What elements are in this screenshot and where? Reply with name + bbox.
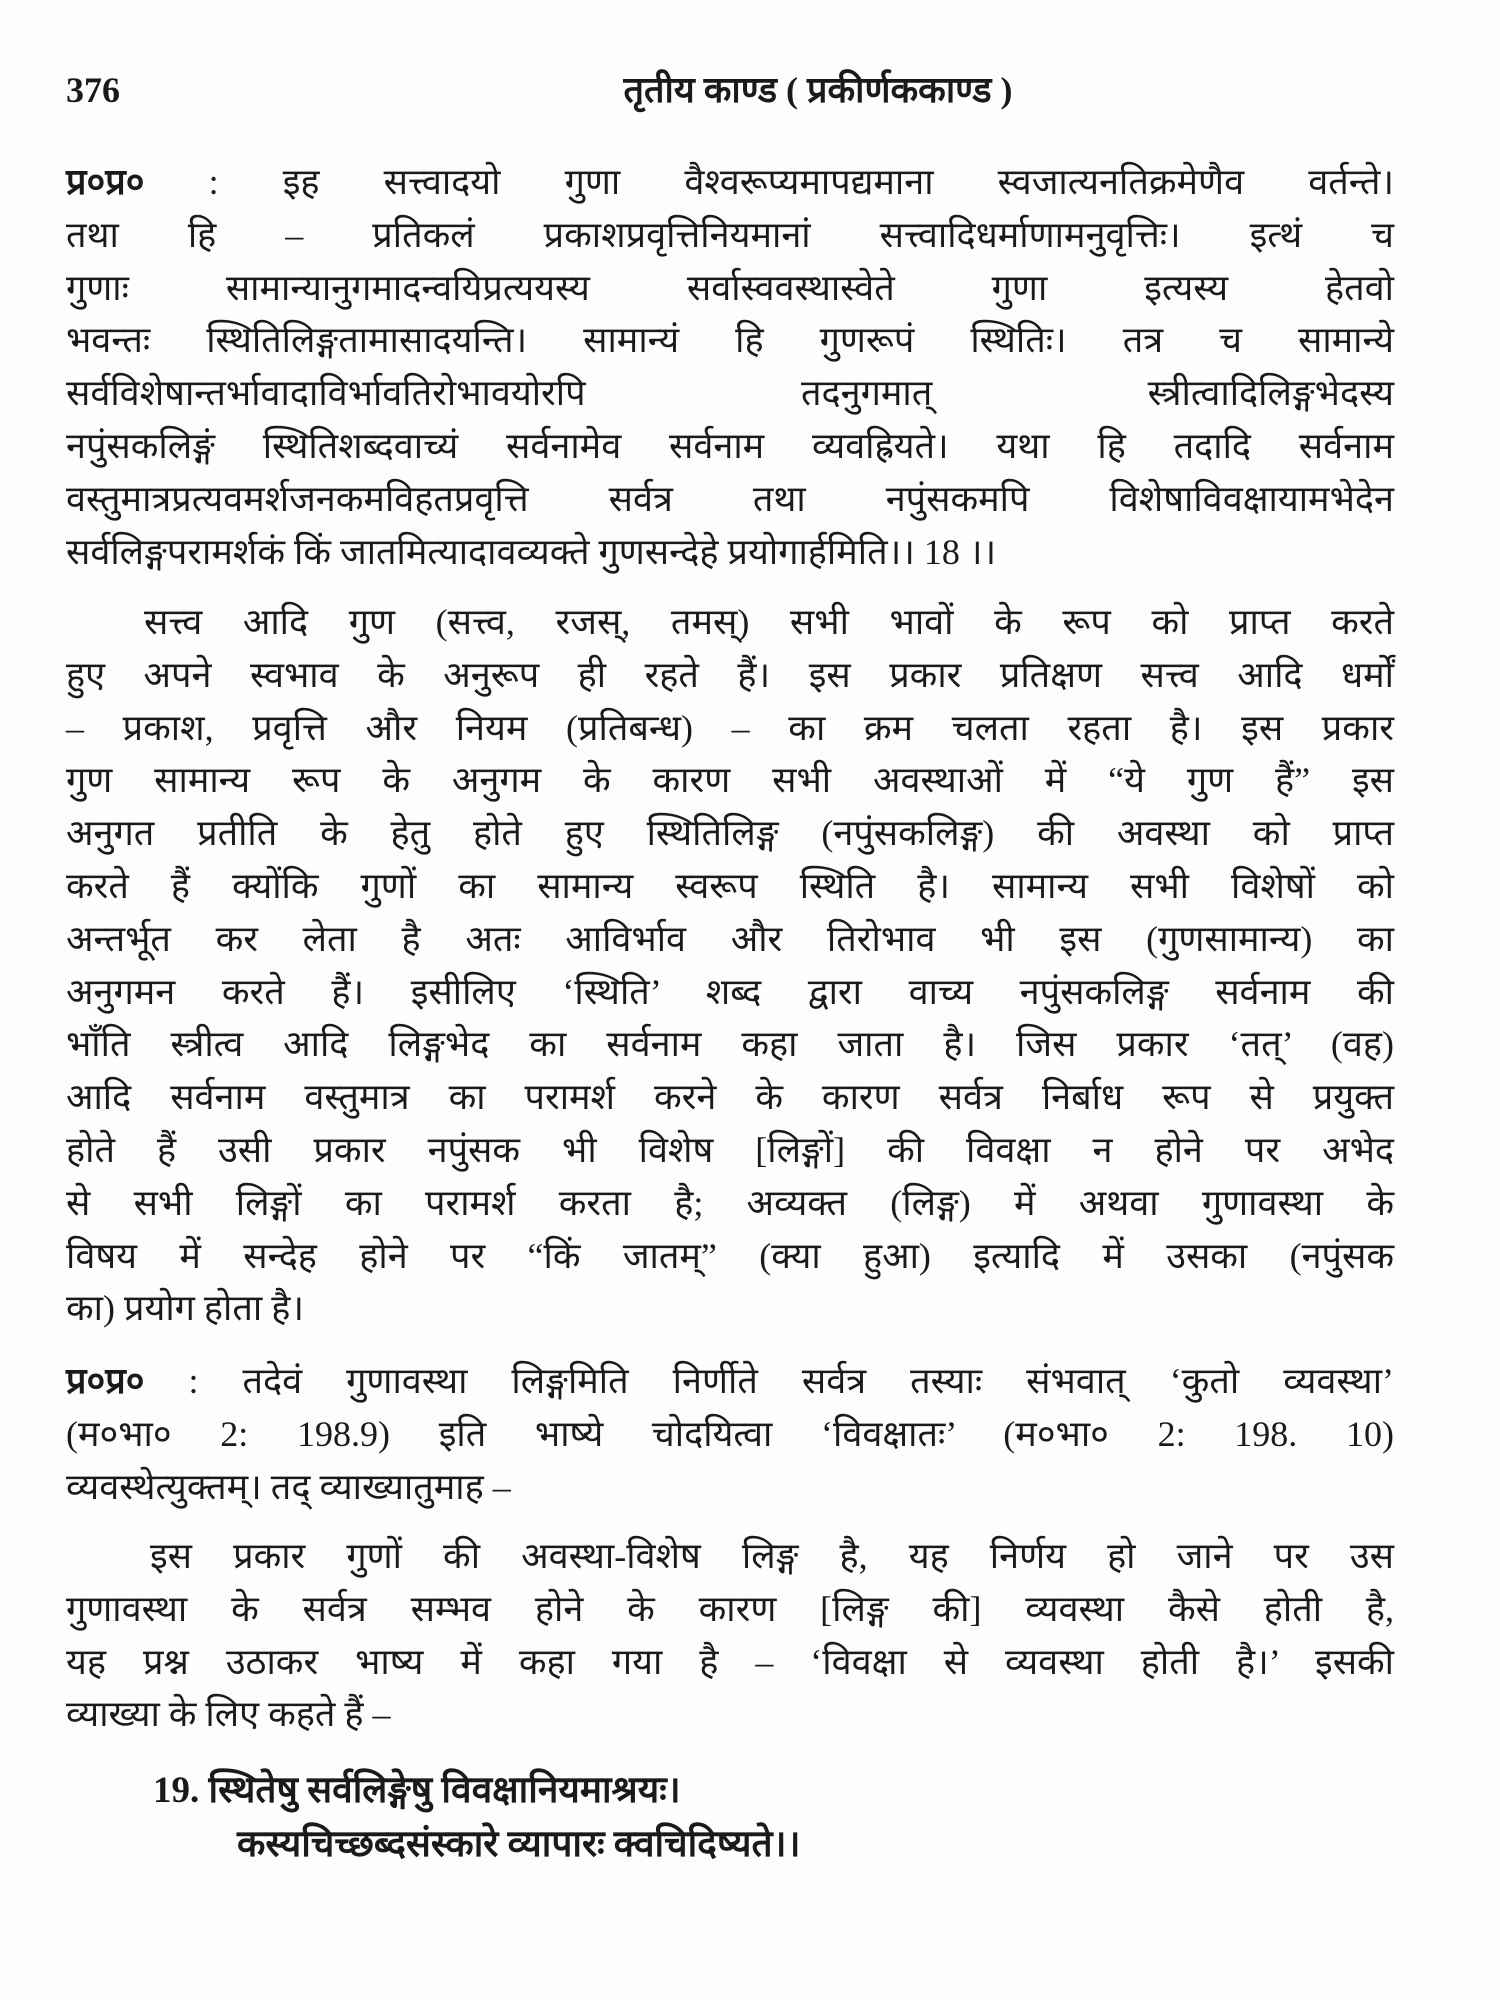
commentary-line: नपुंसकलिङ्गं स्थितिशब्दवाच्यं सर्वनामेव सर्वनाम व्यवह्रियते। यथा हि तदादि सर्वनाम xyxy=(66,425,1394,466)
translation-line: अनुगमन करते हैं। इसीलिए ‘स्थिति’ शब्द द्वारा वाच्य नपुंसकलिङ्ग सर्वनाम की xyxy=(66,971,1394,1012)
commentary-line: वस्तुमात्रप्रत्यवमर्शजनकमविहतप्रवृत्ति सर्वत्र तथा नपुंसकमपि विशेषाविवक्षायामभेदेन xyxy=(66,478,1394,519)
sanskrit-commentary-1 xyxy=(66,156,1394,578)
translation-line: हुए अपने स्वभाव के अनुरूप ही रहते हैं। इस प्रकार प्रतिक्षण सत्त्व आदि धर्मों xyxy=(66,654,1394,695)
commentary-label: प्र०प्र० xyxy=(66,1361,145,1401)
commentary-label: प्र०प्र० xyxy=(66,162,145,202)
hindi-translation-2 xyxy=(66,1530,1394,1741)
commentary-line: सर्वविशेषान्तर्भावादाविर्भावतिरोभावयोरपि तदनुगमात् स्त्रीत्वादिलिङ्गभेदस्य xyxy=(66,373,1394,414)
verse-number: 19. xyxy=(153,1770,200,1811)
commentary-line: गुणाः सामान्यानुगमादन्वयिप्रत्ययस्य सर्वास्ववस्थास्वेते गुणा इत्यस्य हेतवो xyxy=(66,267,1394,308)
translation-line: गुण सामान्य रूप के अनुगम के कारण सभी अवस्थाओं में “ये गुण हैं” इस xyxy=(66,760,1394,801)
translation-line: होते हैं उसी प्रकार नपुंसक भी विशेष [लिङ्गों] की विवक्षा न होने पर अभेद xyxy=(66,1129,1394,1170)
running-title: तृतीय काण्ड ( प्रकीर्णककाण्ड ) xyxy=(623,70,1013,110)
running-header xyxy=(0,63,1500,117)
commentary-text: : तदेवं गुणावस्था लिङ्गमिति निर्णीते सर्वत्र तस्याः संभवात् ‘कुतो व्यवस्था’ xyxy=(188,1361,1395,1401)
translation-line: – प्रकाश, प्रवृत्ति और नियम (प्रतिबन्ध) – का क्रम चलता रहता है। इस प्रकार xyxy=(66,707,1394,748)
commentary-line: (म०भा० 2: 198.9) इति भाष्ये चोदयित्वा ‘विवक्षातः’ (म०भा० 2: 198. 10) xyxy=(66,1413,1394,1454)
verse-line: कस्यचिच्छब्दसंस्कारे व्यापारः क्वचिदिष्यते।। xyxy=(237,1824,801,1865)
commentary-line: व्यवस्थेत्युक्तम्। तद् व्याख्यातुमाह – xyxy=(66,1466,511,1507)
translation-line: आदि सर्वनाम वस्तुमात्र का परामर्श करने के कारण सर्वत्र निर्बाध रूप से प्रयुक्त xyxy=(66,1077,1394,1118)
translation-line: भाँति स्त्रीत्व आदि लिङ्गभेद का सर्वनाम कहा जाता है। जिस प्रकार ‘तत्’ (वह) xyxy=(66,1024,1394,1065)
page-number: 376 xyxy=(66,70,120,110)
commentary-line: तथा हि – प्रतिकलं प्रकाशप्रवृत्तिनियमानां सत्त्वादिधर्माणामनुवृत्तिः। इत्थं च xyxy=(66,214,1394,255)
translation-line: अनुगत प्रतीति के हेतु होते हुए स्थितिलिङ्ग (नपुंसकलिङ्ग) की अवस्था को प्राप्त xyxy=(66,813,1394,854)
translation-line: सत्त्व आदि गुण (सत्त्व, रजस्, तमस्) सभी भावों के रूप को प्राप्त करते xyxy=(144,602,1394,642)
sanskrit-commentary-2 xyxy=(66,1355,1394,1513)
commentary-line: सर्वलिङ्गपरामर्शकं किं जातमित्यादावव्यक्ते गुणसन्देहे प्रयोगार्हमिति।। 18 ।। xyxy=(66,531,997,572)
commentary-line xyxy=(66,1355,1394,1408)
translation-line: विषय में सन्देह होने पर “किं जातम्” (क्या हुआ) इत्यादि में उसका (नपुंसक xyxy=(66,1235,1394,1276)
translation-line: का) प्रयोग होता है। xyxy=(66,1288,304,1329)
karika-verse xyxy=(66,1764,1394,1872)
commentary-line: भवन्तः स्थितिलिङ्गतामासादयन्ति। सामान्यं हि गुणरूपं स्थितिः। तत्र च सामान्ये xyxy=(66,320,1394,361)
hindi-translation-1 xyxy=(66,596,1394,1335)
translation-line: व्याख्या के लिए कहते हैं – xyxy=(66,1694,391,1735)
translation-line: से सभी लिङ्गों का परामर्श करता है; अव्यक्त (लिङ्ग) में अथवा गुणावस्था के xyxy=(66,1182,1394,1223)
commentary-text: : इह सत्त्वादयो गुणा वैश्वरूप्यमापद्यमाना स्वजात्यनतिक्रमेणैव वर्तन्ते। xyxy=(208,162,1395,202)
translation-line: अन्तर्भूत कर लेता है अतः आविर्भाव और तिरोभाव भी इस (गुणसामान्य) का xyxy=(66,918,1394,959)
translation-line: यह प्रश्न उठाकर भाष्य में कहा गया है – ‘विवक्षा से व्यवस्था होती है।’ इसकी xyxy=(66,1641,1394,1682)
verse-line xyxy=(66,1764,1394,1818)
commentary-line xyxy=(66,156,1394,209)
translation-line: करते हैं क्योंकि गुणों का सामान्य स्वरूप स्थिति है। सामान्य सभी विशेषों को xyxy=(66,865,1394,906)
translation-line: गुणावस्था के सर्वत्र सम्भव होने के कारण [लिङ्ग की] व्यवस्था कैसे होती है, xyxy=(66,1588,1394,1629)
translation-line: इस प्रकार गुणों की अवस्था-विशेष लिङ्ग है, यह निर्णय हो जाने पर उस xyxy=(150,1536,1394,1576)
verse-text: स्थितेषु सर्वलिङ्गेषु विवक्षानियमाश्रयः। xyxy=(208,1770,681,1811)
